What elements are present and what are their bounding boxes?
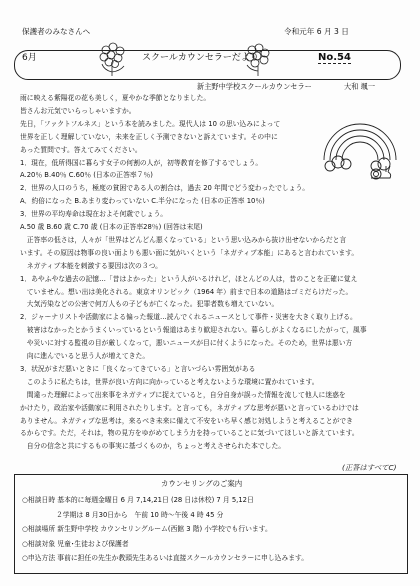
body-line: います。その原因は物事の良い面よりも悪い面に気がいくという「ネガティブ本能」にあると言われています。 [20, 248, 359, 257]
body-line: ネガティブ本能を刺激する要因は次の３つ。 [20, 261, 162, 270]
body-line: 皆さんお元気でいらっしゃいますか。 [20, 106, 136, 115]
issue-date: 令和元年 6 月 3 日 [284, 27, 349, 36]
body-line: A．約倍になった B.あまり変わっていない C.半分になった (日本の正答率 10％) [20, 197, 265, 206]
banner-month: 6月 [22, 53, 37, 63]
consultation-line: ２学期は 8 月30日から 午前 10 時～午後 4 時 45 分 [22, 510, 224, 519]
body-line: このように私たちは，世界が良い方向に向かっていると考えないような環境に置かれています。 [20, 377, 319, 386]
body-line: 正答率の低さは，人々が「世界はどんどん悪くなっている」という思い込みから抜け出せないからだと言 [20, 235, 347, 244]
body-line: 2．ジャーナリストや活動家による偏った報道…読んでくれるニュースとして事件・災害を大きく取り上げる。 [20, 313, 357, 322]
body-line: A.20％ B.40％ C.60％ (日本の正答率７％) [20, 171, 153, 180]
body-line: 先日，「ファクトフルネス」という本を読みました。現代人は 10 の思い込みによって [20, 119, 281, 128]
consultation-title: カウンセリングのご案内 [161, 479, 243, 488]
body-line: A.50 歳 B.60 歳 C.70 歳 (日本の正答率28％) (回答は末尾) [20, 223, 203, 231]
body-line: 1．あやふやな過去の記憶…「昔はよかった」という人がいるけれど，ほとんどの人は，昔のことを正確に覚え [20, 274, 358, 283]
body-line: 被害はなかったとかうまくいっているという報道はあまり歓迎されない。暮らしがよくなるにしたがって，風事 [20, 326, 367, 335]
author-name: 大和 颯一 [344, 82, 376, 91]
issue-number: No.54 [318, 52, 351, 63]
hydrangea-icon [92, 36, 136, 80]
body-line: や災いに対する監視の目が厳しくなって，悪いニュースが目に付くようになった。そのため，世界は悪い方 [20, 339, 353, 348]
body-line: ありません。ネガティブな思考は，来るべき未来に備えて不安をいち早く感じ対処しようと考えることができ [20, 416, 353, 425]
body-line: 3．世界の平均寿命は現在およそ何歳でしょう。 [20, 210, 168, 219]
body-line: 2．世界の人口のうち，極度の貧困である人の割合は，過去 20 年間でどう変わったでしょう。 [20, 184, 310, 193]
newsletter-title: スクールカウンセラーだより [142, 53, 259, 63]
consultation-line: ○相談対象 児童･生徒および保護者 [22, 539, 129, 548]
school-name: 新主野中学校スクールカウンセラー [197, 82, 312, 91]
body-line: 自分の信念と共にするもの事実に基づくものか，ちょっと考えさせられた本でした。 [20, 442, 286, 451]
body-line: 3．状況がまだ悪いときに「良くなってきている」と言いづらい雰囲気がある [20, 364, 256, 373]
consultation-line: ○相談日時 基本的に毎週金曜日 6 月 7,14,21日 (28 日は休校) 7 月 5,12日 [22, 496, 254, 504]
body-line: 世界を正しく理解していない，未来を正しく予測できないと訴えています。その中に [20, 132, 278, 141]
greeting: 保護者のみなさんへ [22, 27, 91, 36]
consultation-line: ○相談場所 新生野中学校 カウンセリングルーム(西館 3 階) 小学校でも行います。 [22, 525, 272, 533]
body-line: 1．現在，低所得国に暮らす女子の何割の人が，初等教育を修了するでしょう。 [20, 158, 263, 167]
body-line: ていません。想い出は美化される。東京オリンピック（1964 年）前まで日本の道路はゴミだらけだった。 [20, 287, 353, 296]
body-line: るからです。ただ，それは，物の見方をゆがめてしまう力を持っていることに気づいてほしいと訴えています。 [20, 429, 359, 438]
hydrangea-icon [236, 36, 280, 80]
body-line: 雨に映える紫陽花の花も美しく，夏やかな季節となりました。 [20, 94, 211, 102]
rainbow-snail-icon [318, 102, 404, 182]
answers-note: (正答はすべてC) [342, 463, 397, 472]
body-line: 間違った理解によって出来事をネガティブに捉えていると，自分自身が誤った情報を流して他人に迷惑を [20, 390, 346, 399]
body-line: あった質問です。答えてみてください。 [20, 145, 142, 154]
body-line: かけたり，政治家や活動家に利用されたりします。と言っても，ネガティブな思考が悪いと言っているわけでは [20, 403, 359, 412]
consultation-line: ○申込方法 事前に担任の先生か教頭先生あるいは直接スクールカウンセラーに申し込みます。 [22, 554, 309, 562]
body-line: 向に進んでいると思う人が増えてきた。 [20, 352, 150, 360]
body-line: 大気汚染などの公害で何万人もの子どもが亡くなった。犯罪者数も増えていない。 [20, 300, 279, 309]
